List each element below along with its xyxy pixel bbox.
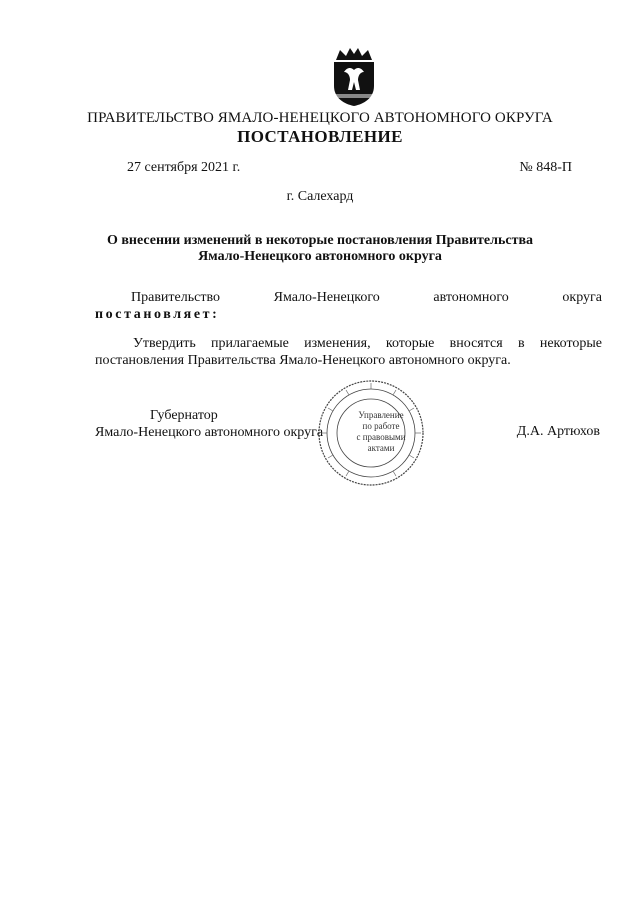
word: Ямало-Ненецкого bbox=[273, 290, 380, 305]
signer-title bbox=[95, 407, 335, 441]
paragraph-approve: Утвердить прилагаемые изменения, которые вносятся в некоторые постановления Правительства Ямало-Ненецкого автономного округа. bbox=[95, 336, 602, 368]
resolution-verb: постановляет: bbox=[95, 307, 220, 322]
document-number: № 848-П bbox=[519, 160, 572, 175]
document-city: г. Салехард bbox=[286, 189, 354, 204]
signer-title-line-2: Ямало-Ненецкого автономного округа bbox=[95, 425, 324, 440]
document-kind: ПОСТАНОВЛЕНИЕ bbox=[237, 127, 403, 146]
paragraph-resolution bbox=[95, 289, 602, 323]
subject-line-1: О внесении изменений в некоторые постановления Правительства bbox=[106, 233, 534, 248]
word: Правительство bbox=[131, 290, 220, 305]
document-date: 27 сентября 2021 г. bbox=[127, 160, 241, 175]
government-name: ПРАВИТЕЛЬСТВО ЯМАЛО-НЕНЕЦКОГО АВТОНОМНОГО ОКРУГА bbox=[87, 110, 553, 126]
signer-name: Д.А. Артюхов bbox=[516, 424, 600, 439]
word: автономного bbox=[433, 290, 509, 305]
document-subject bbox=[0, 233, 640, 265]
coat-of-arms-icon bbox=[330, 46, 378, 106]
seal-center-text: Управление по работе с правовыми актами bbox=[356, 410, 406, 453]
word: округа bbox=[562, 290, 602, 305]
subject-line-2: Ямало-Ненецкого автономного округа bbox=[198, 249, 442, 264]
signer-title-line-1: Губернатор bbox=[150, 408, 218, 423]
resolution-line bbox=[95, 289, 602, 306]
